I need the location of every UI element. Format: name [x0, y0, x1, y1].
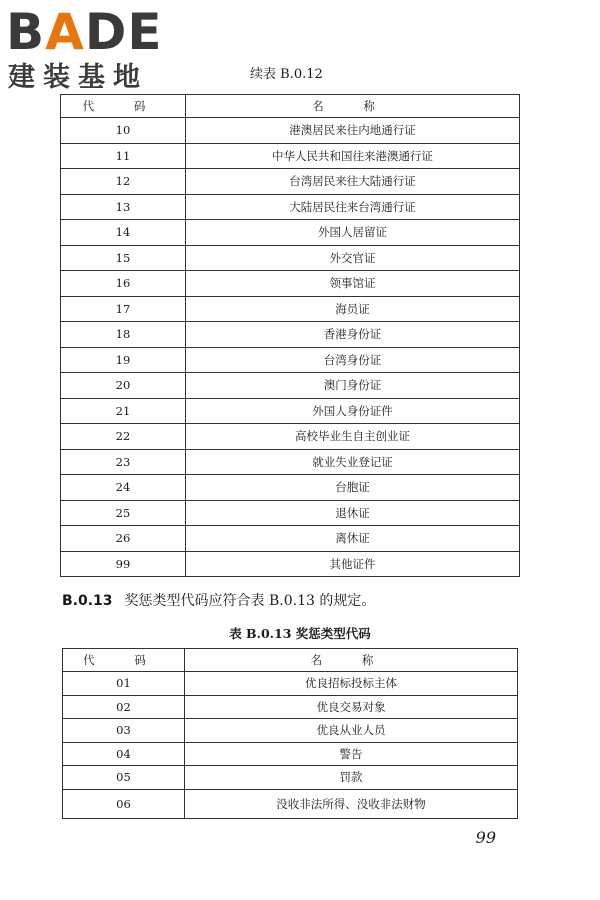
table-row	[63, 719, 518, 743]
table-row	[63, 789, 518, 818]
code-column-header: 代 码	[63, 649, 185, 672]
code-cell: 05	[63, 766, 185, 790]
table-row	[61, 245, 520, 271]
bade-logo	[6, 4, 186, 96]
table-row	[61, 296, 520, 322]
name-cell: 离休证	[186, 526, 520, 552]
code-cell: 06	[63, 789, 185, 818]
name-cell: 优良招标投标主体	[185, 672, 518, 696]
table-row	[63, 672, 518, 696]
code-cell: 15	[61, 245, 186, 271]
name-cell: 退休证	[186, 500, 520, 526]
table-row	[61, 424, 520, 450]
code-cell: 13	[61, 194, 186, 220]
name-cell: 其他证件	[186, 551, 520, 577]
name-cell: 领事馆证	[186, 271, 520, 297]
table-row	[61, 169, 520, 195]
code-cell: 19	[61, 347, 186, 373]
name-cell: 中华人民共和国往来港澳通行证	[186, 143, 520, 169]
code-cell: 02	[63, 695, 185, 719]
code-cell: 03	[63, 719, 185, 743]
code-cell: 11	[61, 143, 186, 169]
name-cell: 澳门身份证	[186, 373, 520, 399]
logo-cjk-text: 建装基地	[8, 62, 148, 93]
name-cell: 香港身份证	[186, 322, 520, 348]
code-cell: 18	[61, 322, 186, 348]
name-cell: 没收非法所得、没收非法财物	[185, 789, 518, 818]
name-cell: 警告	[185, 742, 518, 766]
name-cell: 罚款	[185, 766, 518, 790]
code-cell: 25	[61, 500, 186, 526]
table-header-row	[63, 649, 518, 672]
code-cell: 26	[61, 526, 186, 552]
table-row	[61, 449, 520, 475]
section-b013	[62, 590, 375, 612]
logo-wordmark: BADE	[6, 3, 163, 61]
code-cell: 12	[61, 169, 186, 195]
table-row	[61, 118, 520, 144]
code-cell: 21	[61, 398, 186, 424]
name-cell: 港澳居民来往内地通行证	[186, 118, 520, 144]
name-cell: 外交官证	[186, 245, 520, 271]
reward-penalty-code-table	[62, 648, 518, 819]
table-row	[61, 398, 520, 424]
table-row	[61, 143, 520, 169]
name-cell: 海员证	[186, 296, 520, 322]
table-row	[63, 742, 518, 766]
section-number: B.0.13	[62, 593, 113, 609]
code-cell: 04	[63, 742, 185, 766]
code-cell: 14	[61, 220, 186, 246]
code-cell: 24	[61, 475, 186, 501]
table-row	[61, 194, 520, 220]
code-cell: 20	[61, 373, 186, 399]
id-document-code-table	[60, 94, 520, 577]
name-cell: 高校毕业生自主创业证	[186, 424, 520, 450]
table-row	[61, 526, 520, 552]
code-cell: 10	[61, 118, 186, 144]
table-row	[61, 475, 520, 501]
name-column-header: 名 称	[185, 649, 518, 672]
code-cell: 22	[61, 424, 186, 450]
section-text: 奖惩类型代码应符合表 B.0.13 的规定。	[124, 593, 376, 609]
name-cell: 台胞证	[186, 475, 520, 501]
name-cell: 台湾身份证	[186, 347, 520, 373]
name-cell: 外国人居留证	[186, 220, 520, 246]
code-cell: 16	[61, 271, 186, 297]
name-cell: 大陆居民往来台湾通行证	[186, 194, 520, 220]
name-cell: 优良交易对象	[185, 695, 518, 719]
table-row	[61, 551, 520, 577]
table-row	[61, 347, 520, 373]
code-cell: 23	[61, 449, 186, 475]
table1-caption: 续表 B.0.12	[250, 67, 323, 82]
page-number: 99	[475, 828, 496, 847]
code-cell: 99	[61, 551, 186, 577]
name-cell: 就业失业登记证	[186, 449, 520, 475]
table-row	[61, 271, 520, 297]
table-row	[63, 766, 518, 790]
name-cell: 外国人身份证件	[186, 398, 520, 424]
name-cell: 优良从业人员	[185, 719, 518, 743]
table-row	[61, 373, 520, 399]
name-cell: 台湾居民来往大陆通行证	[186, 169, 520, 195]
code-cell: 17	[61, 296, 186, 322]
table-row	[61, 220, 520, 246]
name-column-header: 名 称	[186, 95, 520, 118]
table-header-row	[61, 95, 520, 118]
table-row	[61, 322, 520, 348]
code-column-header: 代 码	[61, 95, 186, 118]
code-cell: 01	[63, 672, 185, 696]
table-row	[63, 695, 518, 719]
table2-caption: 表 B.0.13 奖惩类型代码	[229, 626, 371, 641]
table-row	[61, 500, 520, 526]
